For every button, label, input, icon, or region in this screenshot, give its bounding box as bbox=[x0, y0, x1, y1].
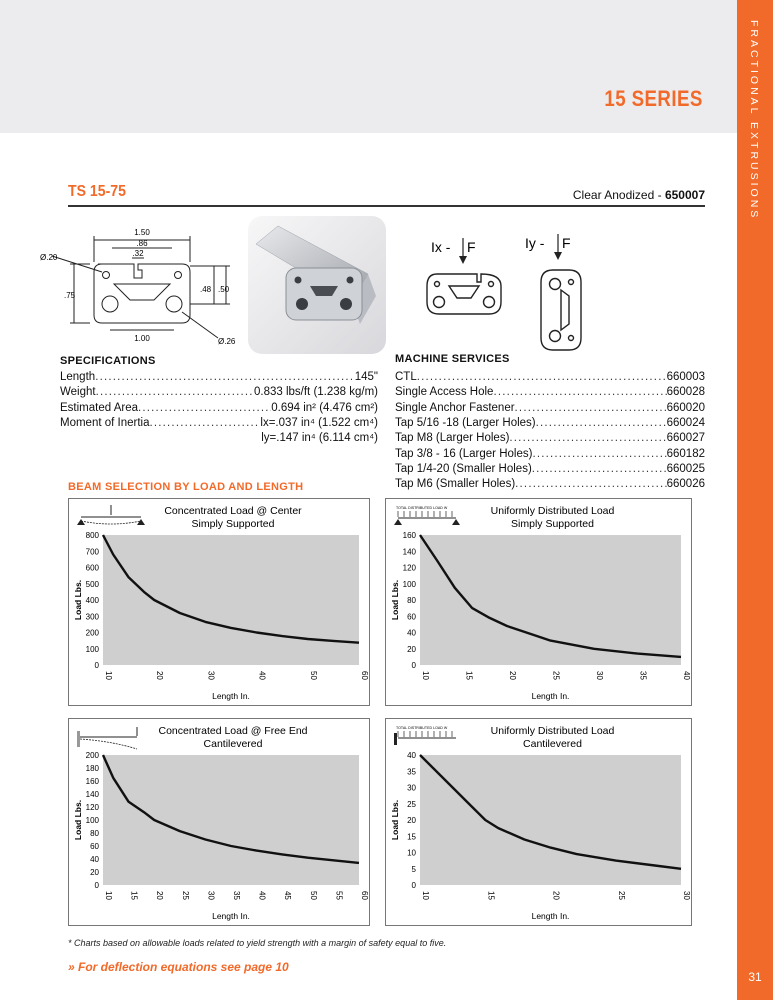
icon-wall bbox=[394, 733, 397, 745]
iy-profile-shape bbox=[541, 270, 581, 350]
y-tick-label: 120 bbox=[402, 563, 416, 573]
icon-deflection bbox=[80, 739, 137, 749]
x-axis-label: Length In. bbox=[531, 691, 570, 701]
spec-row bbox=[60, 401, 378, 415]
chart-distributed-load-cantilevered bbox=[385, 718, 692, 926]
leader-dots bbox=[515, 477, 666, 491]
x-axis-label: Length In. bbox=[212, 691, 250, 701]
footnote: * Charts based on allowable loads related to yield strength with a margin of safety equal to five. bbox=[68, 938, 447, 948]
finish-part-number: 650007 bbox=[664, 188, 705, 202]
dim-a: .48 bbox=[200, 285, 212, 294]
dim-inner-width: .86 bbox=[136, 239, 148, 248]
row-value: 0.833 lbs/ft (1.238 kg/m) bbox=[253, 386, 378, 399]
deflection-link[interactable]: » For deflection equations see page 10 bbox=[68, 960, 289, 974]
iy-label: Iy - bbox=[525, 235, 545, 251]
row-label: Weight bbox=[60, 386, 96, 399]
y-tick-label: 10 bbox=[407, 848, 416, 858]
row-value: 660028 bbox=[666, 386, 705, 399]
y-axis-label: Load Lbs. bbox=[390, 799, 400, 841]
x-tick-label: 10 bbox=[421, 671, 430, 680]
y-tick-label: 500 bbox=[85, 579, 99, 589]
chart-subtitle: Cantilevered bbox=[523, 738, 582, 750]
service-row bbox=[395, 462, 705, 476]
y-tick-label: 300 bbox=[85, 612, 99, 622]
x-tick-label: 60 bbox=[360, 671, 369, 680]
leader-dots bbox=[515, 401, 667, 415]
row-value: 660026 bbox=[666, 478, 705, 491]
y-tick-label: 160 bbox=[85, 777, 99, 786]
inertia-diagram bbox=[415, 230, 590, 360]
x-tick-label: 40 bbox=[257, 891, 267, 900]
load-icon bbox=[77, 505, 145, 525]
series-title: 15 SERIES bbox=[604, 86, 703, 111]
y-tick-label: 60 bbox=[90, 842, 99, 851]
icon-caption: TOTAL DISTRIBUTED LOAD W bbox=[396, 506, 448, 510]
dim-height: .75 bbox=[64, 291, 76, 300]
product-name: TS 15-75 bbox=[68, 183, 126, 200]
x-tick-label: 15 bbox=[129, 891, 139, 900]
x-tick-label: 60 bbox=[360, 891, 369, 900]
x-tick-label: 10 bbox=[104, 671, 113, 680]
y-tick-label: 140 bbox=[402, 547, 416, 557]
y-tick-label: 800 bbox=[85, 531, 99, 540]
load-icon bbox=[77, 727, 137, 749]
x-tick-label: 30 bbox=[595, 671, 604, 680]
chart-title: Uniformly Distributed Load bbox=[490, 505, 615, 517]
x-tick-label: 15 bbox=[486, 891, 496, 900]
x-tick-label: 50 bbox=[308, 671, 318, 680]
chart-svg bbox=[386, 499, 691, 705]
dim-hole-dia: Ø.20 bbox=[40, 253, 58, 262]
row-value: 660025 bbox=[666, 462, 705, 475]
x-tick-label: 10 bbox=[104, 891, 113, 900]
specifications-heading: SPECIFICATIONS bbox=[60, 355, 156, 367]
leader-dots bbox=[532, 462, 667, 476]
chart-svg bbox=[69, 719, 369, 925]
y-axis-label: Load Lbs. bbox=[390, 579, 400, 621]
machine-services-heading: MACHINE SERVICES bbox=[395, 353, 510, 365]
service-row bbox=[395, 477, 705, 491]
row-value: 660020 bbox=[666, 401, 705, 414]
iy-force-label: F bbox=[562, 235, 571, 251]
row-value: 0.694 in² (4.476 cm²) bbox=[271, 401, 378, 414]
chart-end-load-cantilevered bbox=[68, 718, 370, 926]
leader-dots bbox=[96, 385, 254, 399]
y-tick-label: 15 bbox=[407, 832, 416, 842]
leader-dots bbox=[417, 370, 667, 384]
chart-subtitle: Simply Supported bbox=[191, 518, 275, 530]
plot-area bbox=[420, 755, 681, 885]
plot-area bbox=[103, 535, 359, 665]
x-tick-label: 40 bbox=[257, 671, 267, 680]
y-tick-label: 40 bbox=[407, 751, 416, 760]
dim-bore-dia: Ø.26 bbox=[218, 337, 236, 346]
y-tick-label: 20 bbox=[90, 868, 99, 877]
x-axis-label: Length In. bbox=[212, 911, 250, 921]
y-tick-label: 30 bbox=[407, 783, 416, 793]
y-tick-label: 80 bbox=[407, 596, 416, 605]
chart-center-load-simply-supported bbox=[68, 498, 370, 706]
dim-slot: .32 bbox=[132, 249, 144, 258]
chart-title: Concentrated Load @ Free End bbox=[158, 725, 308, 737]
ix-profile-shape bbox=[427, 274, 501, 314]
chart-subtitle: Cantilevered bbox=[203, 738, 263, 750]
ix-label: Ix - bbox=[431, 239, 451, 255]
y-tick-label: 20 bbox=[407, 816, 416, 825]
y-tick-label: 600 bbox=[85, 563, 99, 573]
dim-b: .50 bbox=[218, 285, 230, 294]
x-tick-label: 35 bbox=[638, 671, 648, 680]
y-tick-label: 0 bbox=[94, 881, 99, 890]
chart-title: Uniformly Distributed Load bbox=[490, 725, 615, 737]
leader-dots bbox=[532, 447, 666, 461]
row-label: Estimated Area bbox=[60, 401, 138, 414]
row-label: Length bbox=[60, 371, 96, 383]
x-tick-label: 50 bbox=[308, 891, 318, 900]
ix-arrow-head bbox=[459, 256, 467, 264]
x-tick-label: 30 bbox=[206, 671, 216, 680]
row-label: Tap 1/4-20 (Smaller Holes) bbox=[395, 462, 532, 475]
icon-wall bbox=[77, 731, 80, 747]
row-value: 660024 bbox=[666, 416, 705, 429]
spec-row bbox=[60, 370, 378, 384]
y-tick-label: 40 bbox=[90, 855, 99, 864]
y-tick-label: 5 bbox=[411, 864, 416, 874]
y-tick-label: 20 bbox=[407, 644, 416, 654]
leader-dots bbox=[149, 416, 260, 430]
service-row bbox=[395, 431, 705, 445]
y-tick-label: 60 bbox=[407, 612, 416, 622]
x-tick-label: 25 bbox=[551, 671, 561, 680]
y-tick-label: 35 bbox=[407, 767, 416, 777]
y-tick-label: 80 bbox=[90, 829, 99, 838]
x-tick-label: 20 bbox=[551, 891, 561, 900]
y-tick-label: 160 bbox=[402, 531, 416, 540]
service-row bbox=[395, 385, 705, 399]
icon-support bbox=[137, 519, 145, 525]
x-tick-label: 45 bbox=[283, 891, 293, 900]
chart-distributed-load-simply-supported bbox=[385, 498, 692, 706]
y-tick-label: 180 bbox=[85, 764, 99, 773]
y-tick-label: 400 bbox=[85, 596, 99, 605]
leader-dots bbox=[509, 431, 666, 445]
x-tick-label: 30 bbox=[206, 891, 216, 900]
icon-support bbox=[452, 519, 460, 525]
x-tick-label: 25 bbox=[616, 891, 626, 900]
row-label: CTL bbox=[395, 371, 417, 383]
row-label: Single Anchor Fastener bbox=[395, 401, 515, 414]
row-value: 145" bbox=[354, 371, 378, 383]
spec-row bbox=[60, 385, 378, 399]
x-tick-label: 25 bbox=[180, 891, 190, 900]
y-tick-label: 100 bbox=[402, 579, 416, 589]
x-tick-label: 15 bbox=[464, 671, 474, 680]
x-tick-label: 20 bbox=[155, 891, 165, 900]
divider bbox=[68, 205, 705, 207]
row-label: Tap 5/16 -18 (Larger Holes) bbox=[395, 416, 536, 429]
y-tick-label: 200 bbox=[85, 628, 99, 638]
leader-dots bbox=[536, 416, 667, 430]
y-tick-label: 0 bbox=[94, 661, 99, 670]
x-axis-label: Length In. bbox=[531, 911, 570, 921]
icon-support bbox=[394, 519, 402, 525]
service-row bbox=[395, 416, 705, 430]
plot-area bbox=[420, 535, 681, 665]
load-icon bbox=[394, 506, 460, 525]
y-tick-label: 25 bbox=[407, 799, 416, 809]
chart-svg bbox=[386, 719, 691, 925]
x-tick-label: 35 bbox=[232, 891, 241, 900]
x-tick-label: 20 bbox=[508, 671, 517, 680]
ix-force-label: F bbox=[467, 239, 476, 255]
icon-support bbox=[77, 519, 85, 525]
row-value: 660003 bbox=[666, 371, 705, 383]
dim-bottom: 1.00 bbox=[134, 334, 150, 343]
service-row bbox=[395, 401, 705, 415]
row-value: lx=.037 in⁴ (1.522 cm⁴) bbox=[260, 416, 378, 429]
y-tick-label: 120 bbox=[85, 803, 99, 812]
row-label: Tap 3/8 - 16 (Larger Holes) bbox=[395, 447, 533, 460]
profile-drawing bbox=[40, 222, 240, 352]
service-row bbox=[395, 370, 705, 384]
chart-title: Concentrated Load @ Center bbox=[164, 505, 302, 517]
x-tick-label: 55 bbox=[334, 891, 344, 900]
y-axis-label: Load Lbs. bbox=[73, 799, 83, 841]
row-label: Single Access Hole bbox=[395, 386, 494, 399]
row-label: Tap M8 (Larger Holes) bbox=[395, 432, 510, 445]
leader-dots bbox=[95, 370, 355, 384]
header-band bbox=[0, 0, 737, 133]
y-tick-label: 140 bbox=[85, 790, 99, 799]
y-tick-label: 0 bbox=[411, 881, 416, 890]
extrusion-photo bbox=[248, 216, 386, 354]
row-label: Moment of Inertia bbox=[60, 416, 150, 429]
chart-subtitle: Simply Supported bbox=[511, 518, 594, 530]
icon-caption: TOTAL DISTRIBUTED LOAD W bbox=[396, 726, 448, 730]
row-label: Tap M6 (Smaller Holes) bbox=[395, 478, 516, 491]
x-tick-label: 20 bbox=[155, 671, 165, 680]
leader-dots bbox=[493, 385, 666, 399]
leader-dots bbox=[138, 401, 271, 415]
page-number: 31 bbox=[748, 970, 762, 984]
y-tick-label: 40 bbox=[407, 628, 416, 638]
spec-row bbox=[60, 416, 378, 430]
y-axis-label: Load Lbs. bbox=[73, 579, 83, 621]
y-tick-label: 200 bbox=[85, 751, 99, 760]
icon-deflection bbox=[81, 521, 141, 524]
x-tick-label: 40 bbox=[682, 671, 691, 680]
y-tick-label: 0 bbox=[411, 661, 416, 670]
y-tick-label: 700 bbox=[85, 547, 99, 557]
spec-inertia-y: ly=.147 in⁴ (6.114 cm⁴) bbox=[261, 432, 378, 444]
beam-selection-heading: BEAM SELECTION BY LOAD AND LENGTH bbox=[68, 481, 304, 493]
load-icon bbox=[394, 726, 456, 745]
x-tick-label: 30 bbox=[682, 891, 691, 900]
plot-area bbox=[103, 755, 359, 885]
row-value: 660182 bbox=[666, 447, 705, 460]
finish-info: Clear Anodized - 650007 bbox=[572, 188, 705, 202]
y-tick-label: 100 bbox=[85, 644, 99, 654]
dim-width: 1.50 bbox=[134, 228, 150, 237]
chart-svg bbox=[69, 499, 369, 705]
iy-arrow-head bbox=[554, 252, 562, 260]
side-label: FRACTIONAL EXTRUSIONS bbox=[748, 20, 760, 221]
y-tick-label: 100 bbox=[85, 816, 99, 825]
service-row bbox=[395, 447, 705, 461]
row-value: 660027 bbox=[666, 432, 705, 445]
x-tick-label: 10 bbox=[421, 891, 430, 900]
